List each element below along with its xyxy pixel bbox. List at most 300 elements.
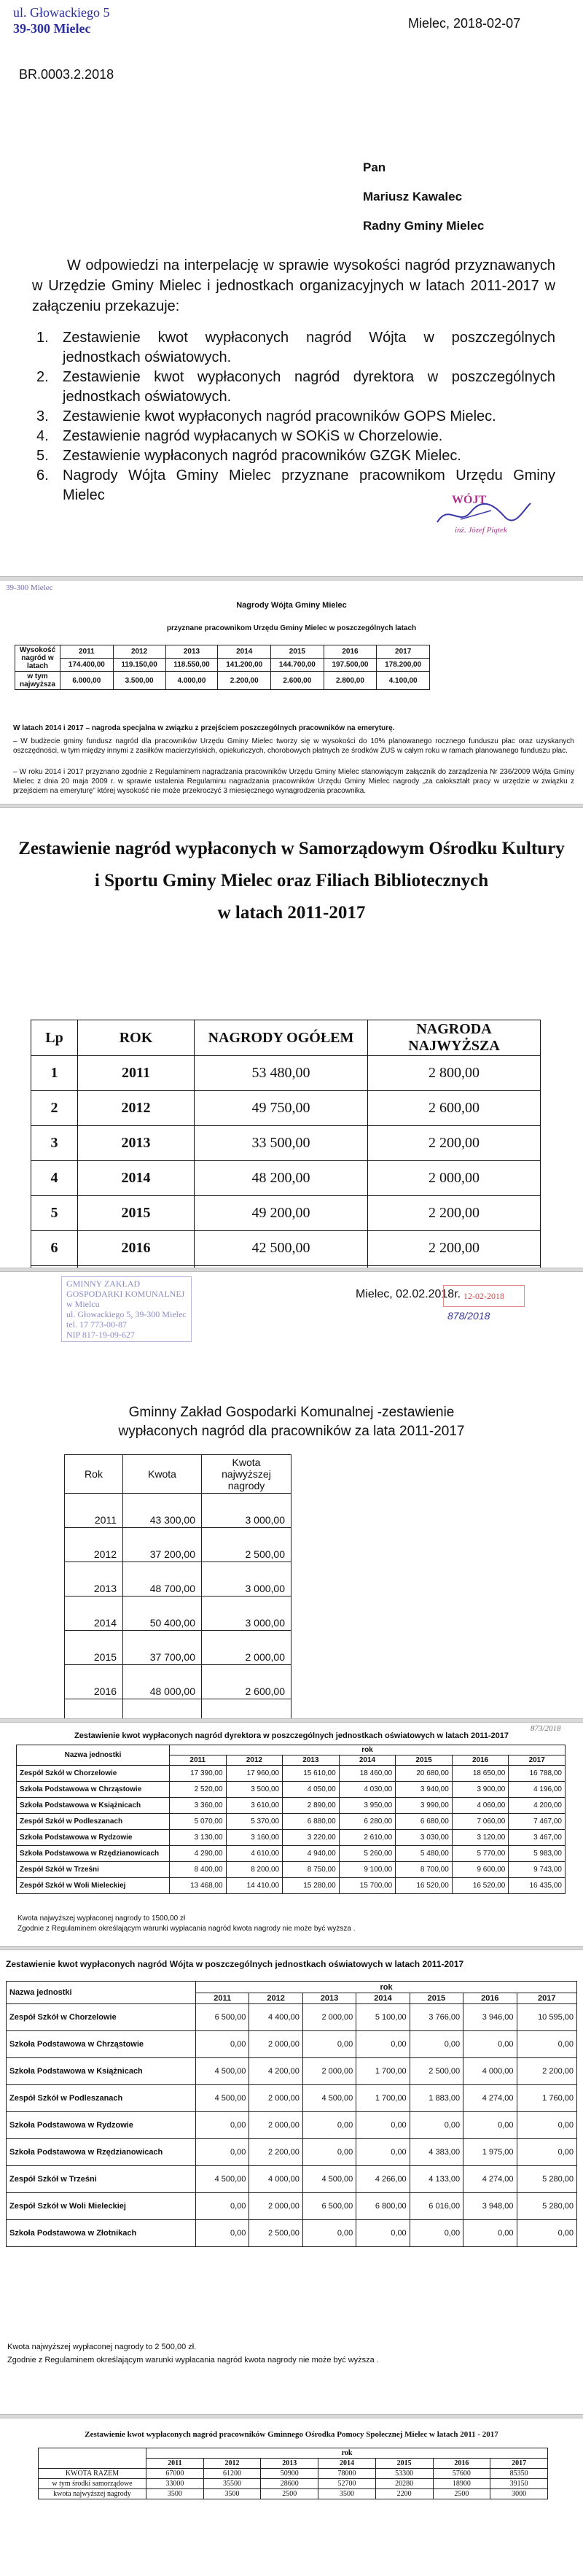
list-item-number: 2. — [36, 369, 49, 385]
table-cell: 2 200,00 — [368, 1196, 541, 1231]
wojt-school-awards-table — [6, 1981, 577, 2247]
amount-cell: 15 700,00 — [339, 1878, 396, 1894]
table-cell: 3 000,00 — [202, 1597, 292, 1631]
amount-cell: 0,00 — [196, 2112, 249, 2139]
director-awards-table — [16, 1745, 566, 1894]
table-cell: 2 800,00 — [368, 1056, 541, 1091]
amount-cell: 2 200,00 — [517, 2058, 576, 2085]
list-item-number: 3. — [36, 408, 49, 424]
gzgk-sheet — [0, 1272, 583, 1718]
signature-name: inż. Józef Piątek — [455, 526, 507, 535]
amount-cell: 3 900,00 — [452, 1782, 509, 1798]
sheet-title: Nagrody Wójta Gminy Mielec — [236, 601, 347, 610]
handwritten-number: 878/2018 — [447, 1310, 490, 1322]
table-cell: 1 — [31, 1056, 78, 1091]
amount-cell: 18900 — [433, 2479, 490, 2489]
amount-cell: 16 520,00 — [452, 1878, 509, 1894]
list-item-text: Zestawienie kwot wypłaconych nagród pracowników GOPS Mielec. — [63, 408, 496, 424]
table-cell: 50 400,00 — [123, 1597, 202, 1631]
amount-cell: 2 500,00 — [249, 2220, 302, 2247]
amount-cell: 10 595,00 — [517, 2004, 576, 2031]
table-cell: 2 000,00 — [368, 1161, 541, 1196]
amount-cell: 4 610,00 — [226, 1846, 283, 1862]
row-label: KWOTA RAZEM — [39, 2469, 146, 2479]
amount-cell: 0,00 — [517, 2031, 576, 2058]
amount-cell: 2 520,00 — [170, 1782, 227, 1798]
amount-cell: 0,00 — [196, 2031, 249, 2058]
signature-stamp — [424, 490, 533, 537]
table-cell: 2014 — [65, 1597, 123, 1631]
column-header: NAGRODA NAJWYŻSZA — [368, 1020, 541, 1056]
amount-cell: 13 468,00 — [170, 1878, 227, 1894]
table-cell: 2016 — [78, 1231, 195, 1266]
amount-cell: 2500 — [433, 2489, 490, 2499]
title-line: Zestawienie nagród wypłaconych w Samorządowym Ośrodku Kultury — [18, 839, 565, 858]
table-row — [65, 1665, 292, 1699]
amount-cell: 3 950,00 — [339, 1798, 396, 1814]
row-header: Wysokość nagród w latach — [15, 645, 60, 672]
table-cell: 48 200,00 — [195, 1161, 368, 1196]
unit-name: Szkoła Podstawowa w Rzędzianowicach — [17, 1846, 170, 1862]
recipient-line: Mariusz Kawalec — [363, 190, 463, 203]
table-cell: 4 — [31, 1161, 78, 1196]
table-row — [7, 2058, 577, 2085]
table-row — [7, 2085, 577, 2112]
amount-cell: 0,00 — [302, 2112, 356, 2139]
list-item-text: Zestawienie kwot wypłaconych nagród Wójta w poszczególnych jednostkach oświatowych. — [63, 330, 555, 365]
signature-stroke — [461, 511, 491, 519]
amount-cell: 0,00 — [356, 2112, 410, 2139]
amount-cell: 1 883,00 — [410, 2085, 463, 2112]
year-header: 2017 — [377, 645, 430, 659]
table-row — [17, 1766, 566, 1782]
table-cell: 6 — [31, 1231, 78, 1266]
received-stamp: 12-02-2018 — [443, 1285, 525, 1307]
sheet-title: Zestawienie kwot wypłaconych nagród pracowników Gminnego Ośrodka Pomocy Społecznej Mielec w latach 2011 - 2017 — [85, 2430, 498, 2439]
amount-cell: 3 030,00 — [396, 1830, 453, 1846]
table-cell: 2 000,00 — [202, 1631, 292, 1665]
amount-cell: 0,00 — [517, 2139, 576, 2166]
wojt-awards-sheet — [0, 581, 583, 804]
amount-cell: 14 410,00 — [226, 1878, 283, 1894]
amount-cell: 2 000,00 — [249, 2193, 302, 2220]
note: Zgodnie z Regulaminem określającym warunki wypłacania nagród kwota nagrody nie może być wyższa . — [17, 1925, 356, 1933]
list-item — [32, 446, 555, 466]
table-row — [39, 2479, 548, 2489]
year-header: 2014 — [339, 1756, 396, 1766]
table-cell: 2012 — [65, 1528, 123, 1562]
table-cell: 2013 — [65, 1562, 123, 1597]
year-header: 2012 — [249, 1993, 302, 2004]
table-cell: 2013 — [78, 1126, 195, 1161]
list-item — [32, 368, 555, 407]
amount-cell: 15 610,00 — [283, 1766, 340, 1782]
stamp-line: w Mielcu — [66, 1299, 100, 1309]
list-item-number: 5. — [36, 448, 49, 464]
table-cell: 53 480,00 — [195, 1056, 368, 1091]
amount-cell: 4 500,00 — [196, 2058, 249, 2085]
gzgk-table — [64, 1454, 292, 1718]
unit-name: Szkoła Podstawowa w Chrząstowie — [17, 1782, 170, 1798]
amount-cell: 78000 — [318, 2469, 376, 2479]
amount-cell: 4 200,00 — [509, 1798, 566, 1814]
table-cell: 2 200,00 — [368, 1126, 541, 1161]
amount-cell: 2 000,00 — [249, 2085, 302, 2112]
highest-cell: 2.200,00 — [218, 672, 271, 690]
year-header: 2016 — [452, 1756, 509, 1766]
amount-cell: 0,00 — [463, 2031, 517, 2058]
amount-cell: 2 000,00 — [302, 2058, 356, 2085]
table-row — [17, 1862, 566, 1878]
table-cell: 3 000,00 — [202, 1494, 292, 1528]
amount-cell: 20 680,00 — [396, 1766, 453, 1782]
amount-cell: 18 650,00 — [452, 1766, 509, 1782]
table-row — [65, 1597, 292, 1631]
cover-letter — [0, 0, 583, 576]
sheet-title — [0, 833, 583, 929]
note: Kwota najwyższej wypłaconej nagrody to 1500,00 zł — [17, 1914, 186, 1923]
table-row — [17, 1830, 566, 1846]
amount-cell: 85350 — [490, 2469, 548, 2479]
letter-intro — [32, 255, 555, 317]
stamp-line: ul. Głowackiego 5, 39-300 Mielec — [66, 1309, 187, 1319]
amount-cell: 5 280,00 — [517, 2166, 576, 2193]
intro-paragraph: W odpowiedzi na interpelację w sprawie wysokości nagród przyznawanych w Urzędzie Gminy Mielec i jednostkach organizacyjnych w latach 2011-2017 w załączeniu przekazuje: — [32, 257, 555, 314]
table-row — [39, 2489, 548, 2499]
table-cell: 42 500,00 — [195, 1231, 368, 1266]
amount-cell: 3000 — [490, 2489, 548, 2499]
unit-name: Szkoła Podstawowa w Rydzowie — [17, 1830, 170, 1846]
total-cell: 141.200,00 — [218, 659, 271, 672]
office-stamp: 39-300 Mielec — [6, 583, 53, 592]
gops-sheet — [0, 2418, 583, 2576]
note: Zgodnie z Regulaminem określającym warunki wypłacania nagród kwota nagrody nie może być wyższa . — [7, 2356, 379, 2364]
list-item-text: Zestawienie kwot wypłaconych nagród dyrektora w poszczególnych jednostkach oświatowych. — [63, 369, 555, 405]
column-header: NAGRODY OGÓŁEM — [195, 1020, 368, 1056]
column-header: ROK — [78, 1020, 195, 1056]
row-header: w tym najwyższa — [15, 672, 60, 690]
amount-cell: 17 960,00 — [226, 1766, 283, 1782]
amount-cell: 8 700,00 — [396, 1862, 453, 1878]
amount-cell: 3 940,00 — [396, 1782, 453, 1798]
stamp-line: ul. Głowackiego 5 — [13, 5, 110, 20]
document-date: Mielec, 02.02.2018r. — [356, 1288, 461, 1300]
sheet-subtitle: przyznane pracownikom Urzędu Gminy Mielec w poszczególnych latach — [166, 624, 417, 632]
unit-name: Szkoła Podstawowa w Chrząstowie — [7, 2031, 196, 2058]
amount-cell: 3 946,00 — [463, 2004, 517, 2031]
amount-cell: 5 770,00 — [452, 1846, 509, 1862]
amount-cell: 3500 — [146, 2489, 204, 2499]
table-cell: 5 — [31, 1196, 78, 1231]
table-cell: 3 000,00 — [202, 1562, 292, 1597]
amount-cell: 3 130,00 — [170, 1830, 227, 1846]
row-label: kwota najwyższej nagrody — [39, 2489, 146, 2499]
amount-cell: 2 610,00 — [339, 1830, 396, 1846]
table-cell: 2011 — [65, 1494, 123, 1528]
year-header: 2011 — [60, 645, 114, 659]
amount-cell: 2500 — [261, 2489, 318, 2499]
amount-cell: 6 500,00 — [302, 2193, 356, 2220]
amount-cell: 0,00 — [356, 2220, 410, 2247]
table-row — [7, 2220, 577, 2247]
table-row — [7, 2004, 577, 2031]
amount-cell: 57600 — [433, 2469, 490, 2479]
amount-cell: 5 070,00 — [170, 1814, 227, 1830]
amount-cell: 0,00 — [196, 2220, 249, 2247]
total-cell: 174.400,00 — [60, 659, 114, 672]
amount-cell: 1 700,00 — [356, 2058, 410, 2085]
wojt-awards-table — [15, 645, 430, 690]
table-row — [17, 1814, 566, 1830]
office-stamp — [13, 4, 109, 36]
year-header: 2015 — [271, 645, 324, 659]
stamp-line: NIP 817-19-09-627 — [66, 1330, 135, 1340]
row-label: w tym środki samorządowe — [39, 2479, 146, 2489]
title-line: i Sportu Gminy Mielec oraz Filiach Bibliotecznych — [94, 871, 489, 891]
amount-cell: 2200 — [375, 2489, 433, 2499]
amount-cell: 6 500,00 — [196, 2004, 249, 2031]
table-row — [15, 672, 430, 690]
amount-cell: 20280 — [375, 2479, 433, 2489]
table-row — [17, 1878, 566, 1894]
amount-cell: 4 500,00 — [196, 2085, 249, 2112]
amount-cell: 0,00 — [196, 2139, 249, 2166]
unit-name: Szkoła Podstawowa w Rzędzianowicach — [7, 2139, 196, 2166]
unit-name: Szkoła Podstawowa w Książnicach — [7, 2058, 196, 2085]
table-cell: 48 700,00 — [123, 1562, 202, 1597]
signature-title: WÓJT — [452, 494, 487, 506]
amount-cell: 6 280,00 — [339, 1814, 396, 1830]
amount-cell: 4 030,00 — [339, 1782, 396, 1798]
table-row — [7, 2166, 577, 2193]
table-row — [31, 1091, 541, 1126]
title-line: Gminny Zakład Gospodarki Komunalnej -zestawienie — [128, 1405, 455, 1420]
sheet-title: Zestawienie kwot wypłaconych nagród dyrektora w poszczególnych jednostkach oświatowych w latach 2011-2017 — [74, 1731, 509, 1740]
total-cell: 178.200,00 — [377, 659, 430, 672]
table-row — [15, 645, 430, 659]
amount-cell: 4 940,00 — [283, 1846, 340, 1862]
amount-cell: 0,00 — [302, 2031, 356, 2058]
unit-name: Szkoła Podstawowa w Rydzowie — [7, 2112, 196, 2139]
table-row — [65, 1528, 292, 1562]
table-cell: 37 700,00 — [123, 1631, 202, 1665]
unit-name: Zespół Szkół w Trześni — [17, 1862, 170, 1878]
column-header: rok — [170, 1745, 566, 1756]
column-header: Rok — [65, 1455, 123, 1494]
amount-cell: 4 500,00 — [196, 2166, 249, 2193]
note: – W budżecie gminy fundusz nagród dla pracowników Urzędu Gminy Mielec tworzy się w wysokości do 10% planowanego rocznego funduszu płac oraz uzyskanych oszczędności, w tym między innymi z zasiłków macierzyńskich, opiekuńczych, chorobowych płatnych ze środków ZUS w całym roku w ramach planowanego funduszu płac. — [13, 737, 574, 755]
highest-cell: 4.100,00 — [377, 672, 430, 690]
table-row — [7, 2193, 577, 2220]
amount-cell: 28600 — [261, 2479, 318, 2489]
table-cell: 2014 — [78, 1161, 195, 1196]
year-header: 2014 — [356, 1993, 410, 2004]
gops-table — [38, 2448, 548, 2499]
recipient-block — [363, 153, 484, 241]
amount-cell: 53300 — [375, 2469, 433, 2479]
column-header: Kwota najwyższej nagrody — [202, 1455, 292, 1494]
amount-cell: 5 260,00 — [339, 1846, 396, 1862]
amount-cell: 4 060,00 — [452, 1798, 509, 1814]
table-header-row — [17, 1745, 566, 1756]
list-item — [32, 407, 555, 427]
table-row — [31, 1056, 541, 1091]
amount-cell: 33000 — [146, 2479, 204, 2489]
year-header: 2011 — [146, 2459, 204, 2469]
year-header: 2015 — [375, 2459, 433, 2469]
year-header: 2011 — [170, 1756, 227, 1766]
amount-cell: 3 467,00 — [509, 1830, 566, 1846]
unit-name: Zespół Szkół w Woli Mieleckiej — [17, 1878, 170, 1894]
unit-name: Szkoła Podstawowa w Książnicach — [17, 1798, 170, 1814]
year-header: 2013 — [283, 1756, 340, 1766]
amount-cell: 3500 — [318, 2489, 376, 2499]
unit-name: Zespół Szkół w Woli Mieleckiej — [7, 2193, 196, 2220]
amount-cell: 5 280,00 — [517, 2193, 576, 2220]
amount-cell: 4 500,00 — [302, 2166, 356, 2193]
unit-name: Zespół Szkół w Trześni — [7, 2166, 196, 2193]
year-header: 2014 — [218, 645, 271, 659]
table-row — [39, 2469, 548, 2479]
amount-cell: 0,00 — [410, 2031, 463, 2058]
table-row — [31, 1161, 541, 1196]
amount-cell: 4 290,00 — [170, 1846, 227, 1862]
table-cell — [123, 1699, 202, 1719]
table-cell: 3 — [31, 1126, 78, 1161]
amount-cell: 0,00 — [196, 2193, 249, 2220]
list-item-text: Nagrody Wójta Gminy Mielec przyznane pracownikom Urzędu Gminy Mielec — [63, 468, 555, 503]
highest-cell: 4.000,00 — [165, 672, 218, 690]
table-cell: 49 750,00 — [195, 1091, 368, 1126]
amount-cell: 2 000,00 — [249, 2031, 302, 2058]
table-cell: 2 200,00 — [368, 1231, 541, 1266]
year-header: 2016 — [324, 645, 377, 659]
table-cell: 2 500,00 — [202, 1528, 292, 1562]
table-cell — [202, 1699, 292, 1719]
amount-cell: 4 266,00 — [356, 2166, 410, 2193]
amount-cell: 0,00 — [410, 2220, 463, 2247]
amount-cell: 0,00 — [356, 2139, 410, 2166]
year-header: 2017 — [490, 2459, 548, 2469]
amount-cell: 0,00 — [517, 2220, 576, 2247]
total-cell: 144.700,00 — [271, 659, 324, 672]
year-header: 2012 — [203, 2459, 261, 2469]
list-item — [32, 328, 555, 368]
year-header: 2016 — [463, 1993, 517, 2004]
amount-cell: 39150 — [490, 2479, 548, 2489]
table-cell — [65, 1699, 123, 1719]
amount-cell: 4 133,00 — [410, 2166, 463, 2193]
year-header: 2012 — [113, 645, 165, 659]
amount-cell: 6 016,00 — [410, 2193, 463, 2220]
amount-cell: 3 948,00 — [463, 2193, 517, 2220]
amount-cell: 5 480,00 — [396, 1846, 453, 1862]
amount-cell: 4 200,00 — [249, 2058, 302, 2085]
amount-cell: 0,00 — [517, 2112, 576, 2139]
amount-cell: 6 880,00 — [283, 1814, 340, 1830]
table-row — [17, 1782, 566, 1798]
amount-cell: 2 000,00 — [302, 2004, 356, 2031]
amount-cell: 0,00 — [356, 2031, 410, 2058]
letter-date: Mielec, 2018-02-07 — [408, 16, 521, 31]
amount-cell: 4 400,00 — [249, 2004, 302, 2031]
column-header: Kwota — [123, 1455, 202, 1494]
total-cell: 197.500,00 — [324, 659, 377, 672]
table-cell: 49 200,00 — [195, 1196, 368, 1231]
note: Kwota najwyższej wypłaconej nagrody to 2 500,00 zł. — [7, 2343, 197, 2351]
amount-cell: 0,00 — [410, 2112, 463, 2139]
amount-cell: 4 196,00 — [509, 1782, 566, 1798]
amount-cell: 2 200,00 — [249, 2139, 302, 2166]
amount-cell: 8 200,00 — [226, 1862, 283, 1878]
unit-name: Zespół Szkół w Podleszanach — [17, 1814, 170, 1830]
amount-cell: 3 990,00 — [396, 1798, 453, 1814]
table-cell: 33 500,00 — [195, 1126, 368, 1161]
year-header: 2013 — [261, 2459, 318, 2469]
amount-cell: 0,00 — [463, 2112, 517, 2139]
handwritten-number: 873/2018 — [531, 1724, 561, 1733]
amount-cell: 50900 — [261, 2469, 318, 2479]
amount-cell: 3 220,00 — [283, 1830, 340, 1846]
amount-cell: 5 983,00 — [509, 1846, 566, 1862]
year-header: 2015 — [410, 1993, 463, 2004]
sheet-title: Zestawienie kwot wypłaconych nagród Wójta w poszczególnych jednostkach oświatowych w latach 2011-2017 — [6, 1959, 464, 1969]
amount-cell: 2 500,00 — [410, 2058, 463, 2085]
table-cell: 2015 — [65, 1631, 123, 1665]
amount-cell: 1 700,00 — [356, 2085, 410, 2112]
table-row — [31, 1231, 541, 1266]
amount-cell: 5 100,00 — [356, 2004, 410, 2031]
amount-cell: 4 050,00 — [283, 1782, 340, 1798]
table-cell: 2012 — [78, 1091, 195, 1126]
amount-cell: 3 360,00 — [170, 1798, 227, 1814]
recipient-line: Radny Gminy Mielec — [363, 219, 485, 233]
amount-cell: 3 160,00 — [226, 1830, 283, 1846]
amount-cell: 67000 — [146, 2469, 204, 2479]
highest-cell: 2.800,00 — [324, 672, 377, 690]
table-row — [65, 1631, 292, 1665]
amount-cell: 0,00 — [463, 2220, 517, 2247]
amount-cell: 6 680,00 — [396, 1814, 453, 1830]
amount-cell: 16 520,00 — [396, 1878, 453, 1894]
attachment-list — [32, 328, 555, 505]
amount-cell: 2 890,00 — [283, 1798, 340, 1814]
note: – W roku 2014 i 2017 przyznano zgodnie z Regulaminem nagradzania pracowników Urzędu Gminy Mielec stanowiącym załącznik do zarządzenia Nr 236/2009 Wójta Gminy Mielec z dnia 20 maja 2009 r. w sprawie ustalenia Regulaminu nagradzania pracowników Urzędu Gminy Mielec nagrody „za całokształt pracy w urzędzie w związku z przejściem na emeryturę” której wysokość nie może przekroczyć 3 miesięcznego wynagrodzenia pracownika. — [13, 768, 574, 795]
list-item-number: 6. — [36, 468, 49, 484]
table-cell: 37 200,00 — [123, 1528, 202, 1562]
column-header: rok — [146, 2448, 548, 2459]
table-header-row — [31, 1020, 541, 1056]
wojt-school-awards-sheet — [0, 1950, 583, 2414]
amount-cell: 61200 — [203, 2469, 261, 2479]
table-row — [17, 1798, 566, 1814]
column-header: Nazwa jednostki — [17, 1745, 170, 1766]
table-cell: 43 300,00 — [123, 1494, 202, 1528]
table-row — [65, 1699, 292, 1719]
recipient-line: Pan — [363, 160, 386, 174]
table-row — [65, 1494, 292, 1528]
amount-cell: 4 383,00 — [410, 2139, 463, 2166]
year-header: 2017 — [517, 1993, 576, 2004]
unit-name: Szkoła Podstawowa w Złotnikach — [7, 2220, 196, 2247]
table-row — [7, 2139, 577, 2166]
amount-cell: 0,00 — [302, 2139, 356, 2166]
amount-cell: 16 435,00 — [509, 1878, 566, 1894]
stamp-line: GMINNY ZAKŁAD — [66, 1279, 141, 1289]
amount-cell: 4 274,00 — [463, 2166, 517, 2193]
table-row — [31, 1196, 541, 1231]
column-header: rok — [196, 1982, 577, 1993]
